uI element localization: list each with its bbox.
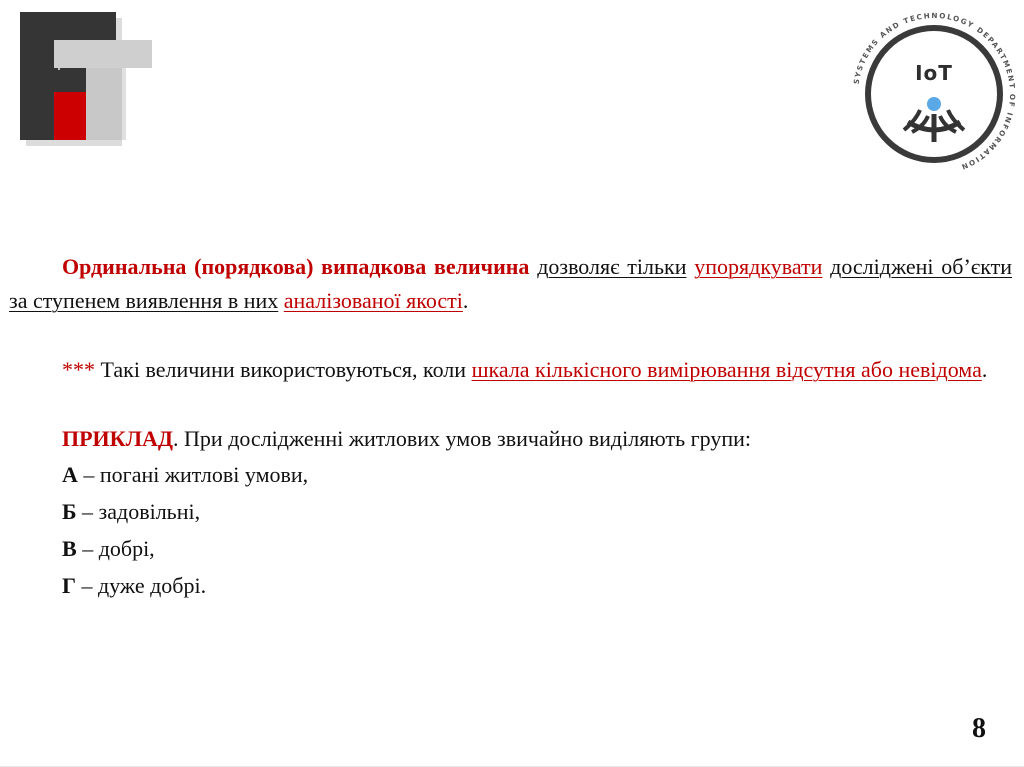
list-item [9, 530, 1012, 567]
example-label: ПРИКЛАД [62, 426, 174, 451]
paragraph2-period: . [981, 357, 988, 382]
page-number: 8 [972, 713, 986, 744]
slide-content [9, 250, 1012, 604]
stars-marker: *** [62, 357, 95, 382]
group-text: – погані житлові умови, [83, 462, 309, 487]
paragraph-usage [9, 353, 1012, 387]
iot-department-logo [846, 6, 1022, 182]
group-text: – добрі, [82, 536, 155, 561]
term-ordinal-variable: Ординальна (порядкова) випадкова величина [62, 254, 530, 279]
text-studied-objects: досліджені об’єкти за ступенем виявлення в них [9, 254, 1013, 313]
ft-logo [20, 12, 156, 148]
group-letter: А [62, 462, 78, 487]
paragraph-ordinal-definition [9, 250, 1012, 318]
paragraph1-period: . [462, 288, 469, 313]
text-allows-only: дозволяє тільки [537, 254, 687, 279]
group-letter: Г [62, 573, 76, 598]
list-item [9, 456, 1012, 493]
paragraph-example [9, 422, 1012, 456]
text-such-values: Такі величини використовуються, коли [100, 357, 467, 382]
example-text: . При дослідженні житлових умов звичайно виділяють групи: [173, 426, 751, 451]
group-text: – задовільні, [82, 499, 201, 524]
list-item [9, 567, 1012, 604]
link-analyzed-quality[interactable]: аналізованої якості [283, 288, 463, 313]
list-item [9, 493, 1012, 530]
link-scale-missing[interactable]: шкала кількісного вимірювання відсутня або невідома [471, 357, 982, 382]
group-text: – дуже добрі. [81, 573, 207, 598]
group-letter: Б [62, 499, 77, 524]
svg-text:SYSTEMS AND TECHNOLOGY DEPARTM: SYSTEMS AND TECHNOLOGY DEPARTMENT OF INFORMATION [851, 10, 1018, 173]
link-order[interactable]: упорядкувати [694, 254, 823, 279]
svg-text:IoT: IoT [915, 61, 953, 85]
group-letter: В [62, 536, 77, 561]
